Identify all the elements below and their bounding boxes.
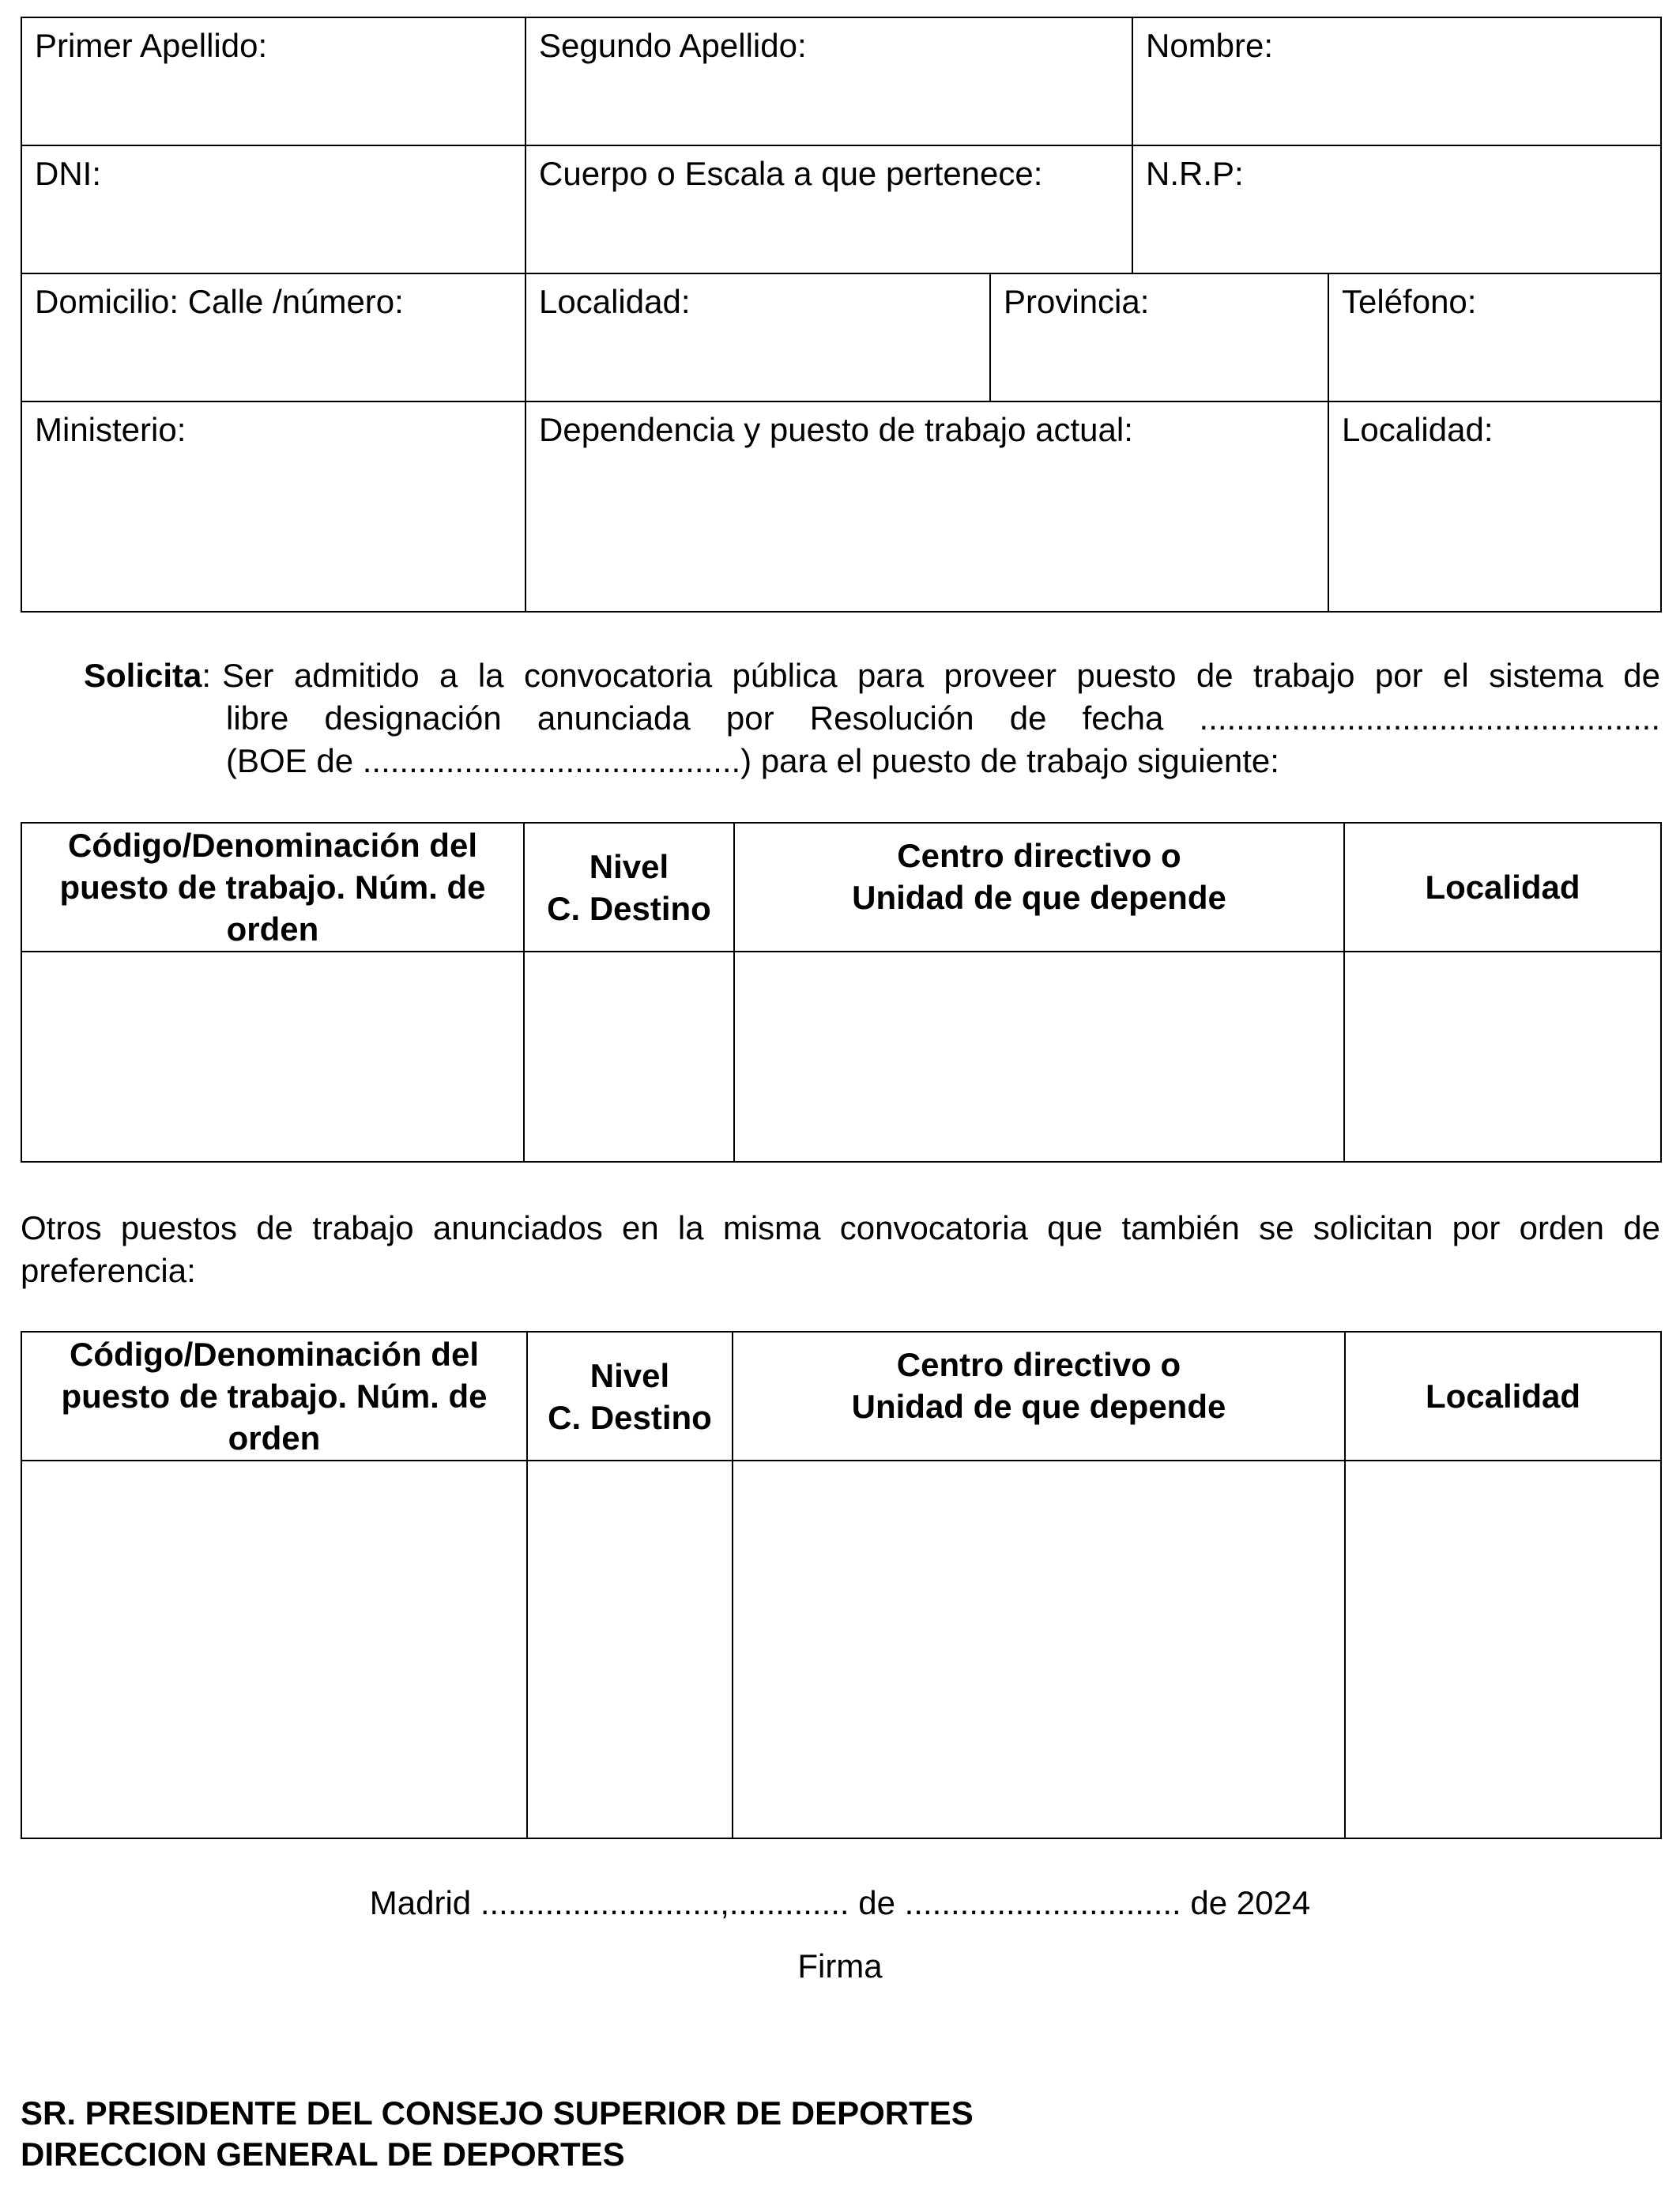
segundo-apellido-field[interactable] [525, 17, 1132, 145]
header-nivel [527, 1332, 733, 1461]
header-localidad-line: Localidad [1425, 869, 1580, 906]
header-codigo-line: puesto de trabajo. Núm. de [59, 869, 486, 906]
header-codigo-line: Código/Denominación del [69, 1336, 479, 1373]
nombre-label: Nombre: [1146, 27, 1274, 64]
date-line: Madrid ..........................,............. de .............................. de 2024 [369, 1884, 1311, 1921]
addressee-line-1: SR. PRESIDENTE DEL CONSEJO SUPERIOR DE DEPORTES [21, 2094, 974, 2132]
header-codigo [21, 823, 524, 952]
primer-apellido-field[interactable] [21, 17, 525, 145]
otros-line-1: Otros puestos de trabajo anunciados en la misma convocatoria que también se solicitan por orden de [21, 1209, 1660, 1246]
header-codigo-line: Código/Denominación del [67, 827, 477, 864]
solicita-paragraph [84, 654, 1660, 782]
dependencia-field[interactable] [525, 401, 1328, 612]
header-nivel [524, 823, 734, 952]
nombre-field[interactable] [1132, 17, 1661, 145]
otros-line-2: preferencia: [21, 1252, 196, 1289]
header-nivel-line: C. Destino [548, 1398, 712, 1436]
otros-paragraph [21, 1207, 1660, 1292]
primary-cell-localidad[interactable] [1344, 952, 1661, 1162]
cuerpo-escala-label: Cuerpo o Escala a que pertenece: [539, 155, 1043, 192]
header-codigo-line: orden [226, 910, 319, 948]
dni-label: DNI: [35, 155, 101, 192]
localidad-trabajo-label: Localidad: [1342, 411, 1494, 448]
addressee-line-2: DIRECCION GENERAL DE DEPORTES [21, 2136, 625, 2173]
secondary-cell-centro[interactable] [733, 1461, 1345, 1838]
solicita-line-1 [84, 654, 1660, 697]
primary-cell-codigo[interactable] [21, 952, 524, 1162]
solicita-text-3: (BOE de .........................................) para el puesto de trabajo siguiente: [226, 742, 1279, 779]
provincia-field[interactable] [990, 273, 1328, 401]
secondary-cell-nivel[interactable] [527, 1461, 733, 1838]
header-nivel-line: Nivel [590, 1356, 670, 1394]
header-localidad-line: Localidad [1425, 1378, 1581, 1415]
header-nivel-line: Nivel [589, 847, 669, 885]
firma-label: Firma [797, 1947, 883, 1985]
header-localidad [1344, 823, 1661, 952]
primary-job-table [21, 822, 1662, 1163]
primer-apellido-label: Primer Apellido: [35, 27, 268, 64]
solicita-colon: : [202, 657, 212, 694]
header-codigo-line: puesto de trabajo. Núm. de [61, 1378, 488, 1415]
solicita-text-1: Ser admitido a la convocatoria pública para proveer puesto de trabajo por el sistema de [222, 657, 1660, 694]
domicilio-field[interactable] [21, 273, 525, 401]
nrp-field[interactable] [1132, 145, 1661, 273]
solicita-text-2: libre designación anunciada por Resolución de fecha .................................................. [226, 699, 1660, 737]
dependencia-label: Dependencia y puesto de trabajo actual: [539, 411, 1133, 448]
header-codigo-line: orden [228, 1419, 321, 1457]
secondary-cell-localidad[interactable] [1345, 1461, 1661, 1838]
telefono-label: Teléfono: [1342, 283, 1477, 320]
nrp-label: N.R.P: [1146, 155, 1244, 192]
cuerpo-escala-field[interactable] [525, 145, 1132, 273]
header-centro-line: Centro directivo o [896, 1345, 1181, 1383]
solicita-line-3 [84, 740, 1660, 782]
ministerio-field[interactable] [21, 401, 525, 612]
personal-data-table [21, 17, 1662, 613]
header-nivel-line: C. Destino [547, 889, 711, 927]
telefono-field[interactable] [1328, 273, 1661, 401]
solicita-label: Solicita [84, 657, 202, 694]
primary-cell-nivel[interactable] [524, 952, 734, 1162]
secondary-cell-codigo[interactable] [21, 1461, 527, 1838]
header-centro-line: Unidad de que depende [851, 1387, 1226, 1425]
header-codigo [21, 1332, 527, 1461]
header-centro [734, 823, 1344, 952]
provincia-label: Provincia: [1004, 283, 1150, 320]
solicita-line-2 [84, 697, 1660, 740]
segundo-apellido-label: Segundo Apellido: [539, 27, 807, 64]
ministerio-label: Ministerio: [35, 411, 186, 448]
dni-field[interactable] [21, 145, 525, 273]
header-centro [733, 1332, 1345, 1461]
secondary-job-table [21, 1331, 1662, 1839]
header-centro-line: Unidad de que depende [852, 878, 1226, 916]
localidad-trabajo-field[interactable] [1328, 401, 1661, 612]
header-centro-line: Centro directivo o [897, 836, 1181, 874]
header-localidad [1345, 1332, 1661, 1461]
primary-cell-centro[interactable] [734, 952, 1344, 1162]
localidad-label: Localidad: [539, 283, 691, 320]
domicilio-label: Domicilio: Calle /número: [35, 283, 404, 320]
localidad-field[interactable] [525, 273, 990, 401]
